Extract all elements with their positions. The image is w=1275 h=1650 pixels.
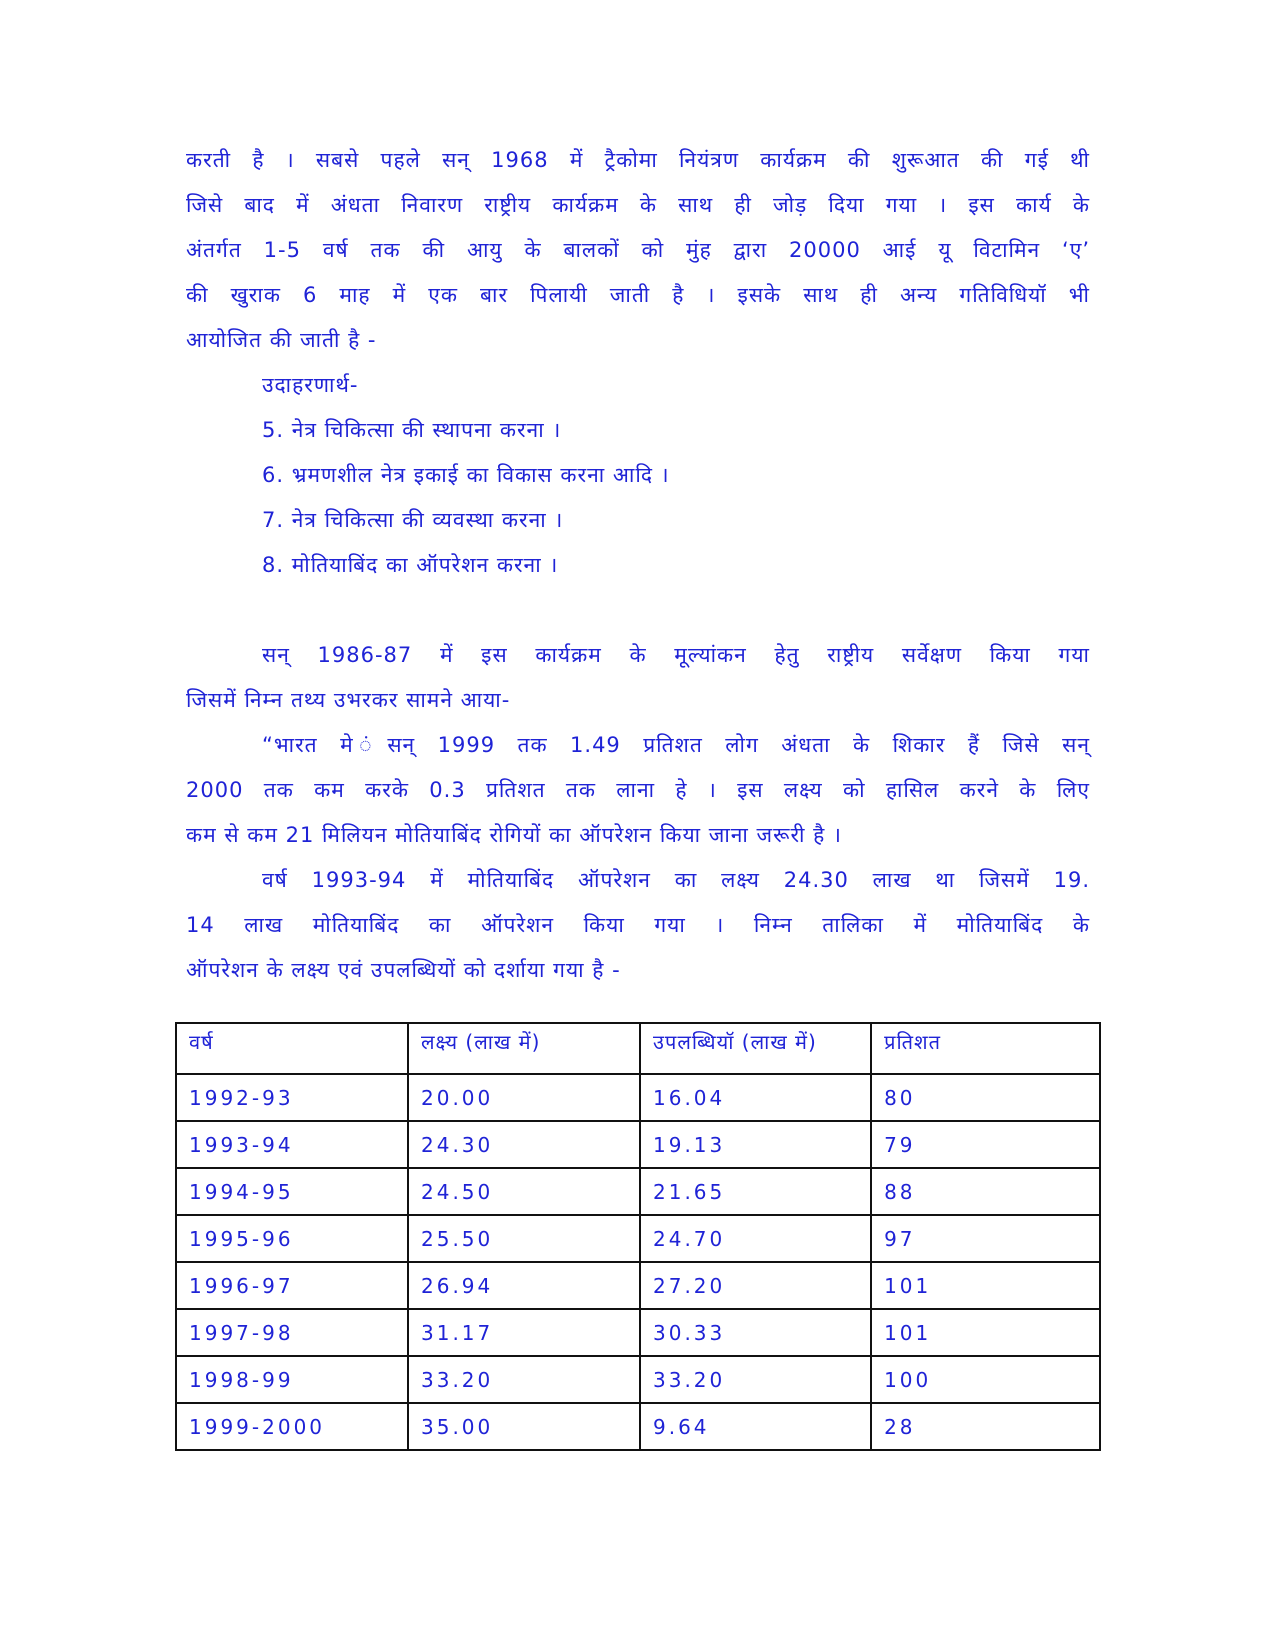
text-line: करती है । सबसे पहले सन् 1968 में ट्रैकोमा नियंत्रण कार्यक्रम की शुरूआत की गई थी: [186, 148, 1090, 172]
table-row: [176, 1215, 1100, 1262]
cell-year: 1999-2000: [176, 1403, 408, 1450]
table-row: [176, 1356, 1100, 1403]
cell-percent: 101: [871, 1309, 1100, 1356]
cell-achievement: 24.70: [640, 1215, 871, 1262]
header-year: वर्ष: [176, 1023, 408, 1074]
text-line: आयोजित की जाती है -: [186, 328, 377, 352]
text-line: जिसमें निम्न तथ्य उभरकर सामने आया-: [186, 688, 511, 712]
cell-achievement: 9.64: [640, 1403, 871, 1450]
cell-target: 20.00: [408, 1074, 640, 1121]
cell-target: 25.50: [408, 1215, 640, 1262]
cell-year: 1994-95: [176, 1168, 408, 1215]
cell-percent: 80: [871, 1074, 1100, 1121]
list-item: 6. भ्रमणशील नेत्र इकाई का विकास करना आदि ।: [262, 463, 670, 487]
text-line: 14 लाख मोतियाबिंद का ऑपरेशन किया गया । निम्न तालिका में मोतियाबिंद के: [186, 913, 1090, 937]
table-row: [176, 1403, 1100, 1450]
cataract-operations-table: [175, 1022, 1101, 1451]
cell-year: 1996-97: [176, 1262, 408, 1309]
text-line: की खुराक 6 माह में एक बार पिलायी जाती है । इसके साथ ही अन्य गतिविधियॉ भी: [186, 283, 1090, 307]
cell-target: 24.50: [408, 1168, 640, 1215]
example-heading: उदाहरणार्थ-: [262, 373, 359, 397]
text-line: ऑपरेशन के लक्ष्य एवं उपलब्धियों को दर्शाया गया है -: [186, 958, 621, 982]
text-line: सन् 1986-87 में इस कार्यक्रम के मूल्यांकन हेतु राष्ट्रीय सर्वेक्षण किया गया: [262, 643, 1090, 667]
list-item: 7. नेत्र चिकित्सा की व्यवस्था करना ।: [262, 508, 564, 532]
cell-target: 26.94: [408, 1262, 640, 1309]
cell-achievement: 30.33: [640, 1309, 871, 1356]
cell-year: 1995-96: [176, 1215, 408, 1262]
text-line: वर्ष 1993-94 में मोतियाबिंद ऑपरेशन का लक्ष्य 24.30 लाख था जिसमें 19.: [262, 868, 1090, 892]
cell-percent: 97: [871, 1215, 1100, 1262]
cell-achievement: 16.04: [640, 1074, 871, 1121]
list-item: 5. नेत्र चिकित्सा की स्थापना करना ।: [262, 418, 562, 442]
cell-target: 31.17: [408, 1309, 640, 1356]
text-line: “भारत मे ंसन् 1999 तक 1.49 प्रतिशत लोग अंधता के शिकार हैं जिसे सन्: [262, 733, 1090, 757]
cell-percent: 79: [871, 1121, 1100, 1168]
cell-achievement: 33.20: [640, 1356, 871, 1403]
header-target: लक्ष्य (लाख में): [408, 1023, 640, 1074]
cell-year: 1997-98: [176, 1309, 408, 1356]
cell-percent: 100: [871, 1356, 1100, 1403]
table-row: [176, 1168, 1100, 1215]
table-row: [176, 1121, 1100, 1168]
cell-target: 24.30: [408, 1121, 640, 1168]
text-line: अंतर्गत 1-5 वर्ष तक की आयु के बालकों को मुंह द्वारा 20000 आई यू विटामिन ‘ए’: [186, 238, 1090, 262]
header-achievement: उपलब्धियॉ (लाख में): [640, 1023, 871, 1074]
cell-achievement: 27.20: [640, 1262, 871, 1309]
table-row: [176, 1309, 1100, 1356]
cell-target: 33.20: [408, 1356, 640, 1403]
cell-percent: 101: [871, 1262, 1100, 1309]
table-row: [176, 1074, 1100, 1121]
cell-achievement: 19.13: [640, 1121, 871, 1168]
cell-year: 1992-93: [176, 1074, 408, 1121]
cell-percent: 88: [871, 1168, 1100, 1215]
cell-year: 1998-99: [176, 1356, 408, 1403]
cell-target: 35.00: [408, 1403, 640, 1450]
cell-year: 1993-94: [176, 1121, 408, 1168]
text-line: कम से कम 21 मिलियन मोतियाबिंद रोगियों का ऑपरेशन किया जाना जरूरी है ।: [186, 823, 842, 847]
text-line: जिसे बाद में अंधता निवारण राष्ट्रीय कार्यक्रम के साथ ही जोड़ दिया गया । इस कार्य के: [186, 193, 1090, 217]
table-header-row: [176, 1023, 1100, 1074]
list-item: 8. मोतियाबिंद का ऑपरेशन करना ।: [262, 553, 559, 577]
text-line: 2000 तक कम करके 0.3 प्रतिशत तक लाना हे । इस लक्ष्य को हासिल करने के लिए: [186, 778, 1090, 802]
table-row: [176, 1262, 1100, 1309]
cell-percent: 28: [871, 1403, 1100, 1450]
cell-achievement: 21.65: [640, 1168, 871, 1215]
header-percent: प्रतिशत: [871, 1023, 1100, 1074]
